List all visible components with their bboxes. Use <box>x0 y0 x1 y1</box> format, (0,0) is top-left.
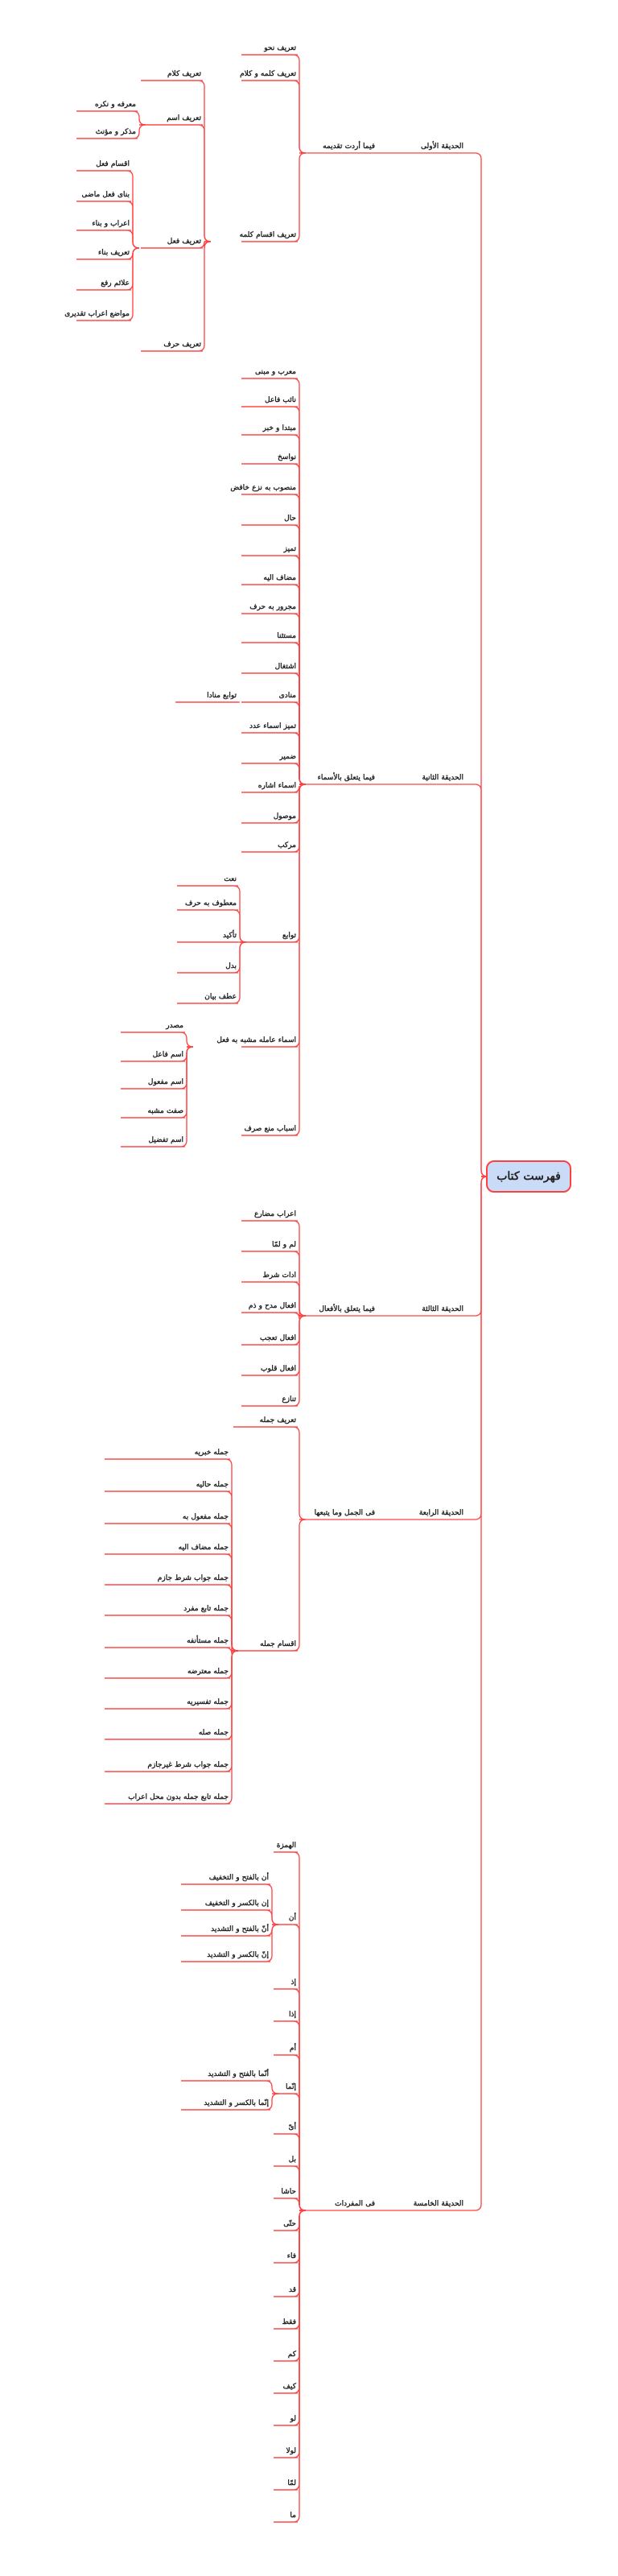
s3-item-6[interactable]: تنازع <box>282 1396 296 1404</box>
s1-verb-5[interactable]: مواضع اعراب تقدیری <box>64 310 130 318</box>
connector-line <box>241 784 306 942</box>
connector-line <box>241 494 306 784</box>
s2-operative-2[interactable]: اسم مفعول <box>147 1078 183 1086</box>
connector-line <box>241 153 306 242</box>
s4-item-1[interactable]: اقسام جمله <box>260 1640 296 1648</box>
connector-line <box>241 733 306 784</box>
s4-type-9[interactable]: جمله صله <box>198 1729 229 1737</box>
connector-line <box>105 1651 238 1739</box>
s4-type-2[interactable]: جمله مفعول به <box>182 1513 229 1521</box>
s2-item-4[interactable]: منصوب به نزع خافض <box>230 484 296 492</box>
s2-vocative-sub[interactable]: توابع منادا <box>207 692 237 700</box>
s5-item-5[interactable]: إنّما <box>286 2083 296 2091</box>
s2-item-13[interactable]: ضمیر <box>279 753 296 761</box>
connector-line <box>465 1176 488 1520</box>
s2-item-17[interactable]: توابع <box>282 932 296 940</box>
s2-item-10[interactable]: اشتغال <box>274 663 296 671</box>
s2-follower-3[interactable]: بدل <box>225 962 237 970</box>
s2-item-19[interactable]: اسباب منع صرف <box>244 1125 296 1133</box>
s2-follower-1[interactable]: معطوف به حرف <box>185 899 237 908</box>
s4-type-8[interactable]: جمله تفسیریه <box>187 1698 229 1706</box>
s2-item-18[interactable]: اسماء عامله مشبه به فعل <box>216 1036 296 1044</box>
s2-operative-3[interactable]: صفت مشبه <box>147 1107 183 1115</box>
connector-line <box>241 556 306 784</box>
s4-type-6[interactable]: جمله مستأنفه <box>187 1637 229 1645</box>
section-s1-sub[interactable]: فیما أردت تقدیمه <box>323 143 375 151</box>
s5-item-6[interactable]: أیّ <box>288 2123 296 2132</box>
s2-item-9[interactable]: مستثنا <box>277 632 296 640</box>
connector-line <box>241 784 306 1135</box>
s2-item-8[interactable]: مجرور به حرف <box>249 603 296 611</box>
s5-an-2[interactable]: أنّ بالفتح و التشدید <box>211 1925 269 1933</box>
s5-item-17[interactable]: لمّا <box>287 2479 296 2487</box>
section-s4-sub[interactable]: فی الجمل وما یتبعها <box>314 1509 375 1517</box>
s2-follower-0[interactable]: نعت <box>224 875 237 883</box>
connector-line <box>76 230 139 248</box>
s2-operative-0[interactable]: مصدر <box>166 1022 183 1030</box>
s3-item-3[interactable]: افعال مدح و ذم <box>248 1302 296 1310</box>
s2-item-12[interactable]: تمیز اسماء عدد <box>249 722 296 730</box>
section-s5-label[interactable]: الحدیقة الخامسة <box>413 2200 464 2208</box>
connector-line <box>241 81 306 153</box>
connector-line <box>241 702 306 784</box>
section-s1-label[interactable]: الحدیقة الأولی <box>420 143 464 151</box>
section-s3-sub[interactable]: فیما یتعلق بالأفعال <box>319 1305 375 1313</box>
connector-line <box>141 125 211 242</box>
s2-item-16[interactable]: مرکب <box>278 841 296 850</box>
connector-line <box>274 2198 306 2210</box>
s4-type-4[interactable]: جمله جواب شرط جازم <box>157 1574 229 1582</box>
s5-item-7[interactable]: بل <box>288 2156 296 2164</box>
s5-an-1[interactable]: إن بالکسر و التخفیف <box>204 1900 269 1908</box>
connector-line <box>274 1925 306 2210</box>
s5-item-0[interactable]: الهمزة <box>276 1842 296 1850</box>
s5-item-2[interactable]: إذ <box>290 1979 296 1987</box>
s5-an-0[interactable]: أن بالفتح و التخفیف <box>208 1874 269 1882</box>
s2-item-0[interactable]: معرب و مبنی <box>255 368 296 376</box>
s5-item-9[interactable]: حتّی <box>283 2220 296 2228</box>
connector-line <box>76 111 146 125</box>
s1-noun-0[interactable]: معرفه و نکره <box>94 101 136 109</box>
connector-line <box>241 1316 306 1406</box>
s2-follower-2[interactable]: تأکید <box>223 932 237 940</box>
s4-type-3[interactable]: جمله مضاف الیه <box>178 1544 229 1552</box>
s3-item-4[interactable]: افعال تعجب <box>259 1334 296 1342</box>
s3-item-2[interactable]: ادات شرط <box>262 1271 296 1280</box>
s1-verb-2[interactable]: اعراب و بناء <box>92 220 130 228</box>
s2-item-6[interactable]: تمیز <box>283 545 296 553</box>
s5-item-14[interactable]: کیف <box>282 2383 296 2391</box>
s1-word-1[interactable]: تعریف اسم <box>167 114 201 122</box>
s2-item-2[interactable]: مبتدا و خبر <box>262 424 296 432</box>
s2-item-14[interactable]: اسماء اشاره <box>258 782 296 790</box>
connector-line <box>465 1176 488 2210</box>
s2-operative-4[interactable]: اسم تفضیل <box>148 1136 183 1144</box>
s4-type-5[interactable]: جمله تابع مفرد <box>183 1605 229 1613</box>
s2-follower-4[interactable]: عطف بیان <box>204 993 237 1001</box>
section-s5-sub[interactable]: فی المفردات <box>335 2200 375 2208</box>
s4-type-1[interactable]: جمله حالیه <box>196 1481 229 1489</box>
s1-noun-1[interactable]: مذکر و مؤنث <box>95 128 136 136</box>
s5-item-8[interactable]: حاشا <box>281 2188 296 2196</box>
s2-item-5[interactable]: حال <box>284 515 296 523</box>
s1-verb-1[interactable]: بنای فعل ماضی <box>81 191 130 199</box>
section-s3-label[interactable]: الحدیقة الثالثة <box>422 1305 464 1313</box>
s2-item-1[interactable]: نائب فاعل <box>265 396 296 404</box>
s5-item-1[interactable]: أن <box>288 1914 296 1922</box>
s5-innama-1[interactable]: إنّما بالکسر و التشدید <box>204 2099 269 2107</box>
s4-type-0[interactable]: جمله خبریه <box>194 1449 229 1457</box>
s1-word-3[interactable]: تعریف حرف <box>163 341 201 349</box>
s1-item-1[interactable]: تعریف کلمه و کلام <box>240 70 296 78</box>
s3-item-5[interactable]: افعال قلوب <box>261 1365 296 1373</box>
s1-item-0[interactable]: تعریف نحو <box>264 44 296 52</box>
connector-line <box>181 2081 278 2094</box>
s4-type-11[interactable]: جمله تابع جمله بدون محل اعراب <box>128 1793 229 1801</box>
s1-word-2[interactable]: تعریف فعل <box>167 238 201 246</box>
connector-line <box>105 1554 238 1651</box>
connector-line <box>274 2210 306 2393</box>
s1-verb-4[interactable]: علائم رفع <box>101 279 130 287</box>
connector-line <box>241 784 306 1047</box>
connector-line <box>141 242 211 351</box>
s1-verb-3[interactable]: تعریف بناء <box>98 249 130 257</box>
connector-line <box>465 153 488 1176</box>
s5-item-16[interactable]: لولا <box>286 2447 296 2455</box>
s2-item-15[interactable]: موصول <box>273 812 296 821</box>
section-s2-sub[interactable]: فیما یتعلق بالأسماء <box>317 774 375 782</box>
s2-item-3[interactable]: نواسخ <box>277 453 296 461</box>
s5-item-13[interactable]: کم <box>287 2351 296 2359</box>
connector-line <box>233 1427 306 1520</box>
root-node[interactable]: فهرست کتاب <box>486 1160 571 1193</box>
connector-line <box>465 784 488 1176</box>
s5-item-11[interactable]: قد <box>288 2286 296 2294</box>
connector-line <box>76 171 139 248</box>
connector-line <box>241 525 306 784</box>
s5-item-18[interactable]: ما <box>290 2512 296 2520</box>
connector-line <box>105 1524 238 1651</box>
connector-line <box>465 1176 488 1316</box>
s4-type-10[interactable]: جمله جواب شرط غیرجازم <box>147 1761 229 1769</box>
connector-line <box>274 1989 306 2210</box>
s2-item-7[interactable]: مضاف الیه <box>263 574 296 582</box>
connector-line <box>181 1910 278 1925</box>
connector-line <box>141 81 211 242</box>
s4-item-0[interactable]: تعریف جمله <box>259 1416 296 1424</box>
s3-item-1[interactable]: لم و لمّا <box>271 1241 296 1249</box>
connector-line <box>121 1032 193 1047</box>
s2-operative-1[interactable]: اسم فاعل <box>152 1051 183 1059</box>
s5-innama-0[interactable]: أنّما بالفتح و التشدید <box>208 2070 269 2078</box>
s5-item-4[interactable]: أم <box>289 2045 296 2053</box>
s2-item-11[interactable]: منادی <box>278 692 296 700</box>
s1-verb-0[interactable]: اقسام فعل <box>96 160 130 168</box>
connector-line <box>274 2134 306 2210</box>
s5-item-10[interactable]: فاء <box>286 2252 296 2260</box>
s5-item-12[interactable]: فقط <box>282 2318 296 2326</box>
s1-item-2[interactable]: تعریف اقسام کلمه <box>239 231 296 239</box>
s5-an-3[interactable]: إنّ بالکسر و التشدید <box>207 1951 269 1959</box>
connector-line <box>241 464 306 784</box>
s1-word-0[interactable]: تعریف کلام <box>167 70 201 78</box>
s5-item-15[interactable]: لو <box>290 2415 296 2423</box>
section-s4-label[interactable]: الحدیقة الرابعة <box>418 1509 464 1517</box>
s5-item-3[interactable]: إذا <box>288 2011 296 2019</box>
connector-line <box>233 1520 306 1651</box>
section-s2-label[interactable]: الحدیقة الثانیة <box>422 774 464 782</box>
s4-type-7[interactable]: جمله معترضه <box>187 1668 229 1676</box>
connector-line <box>241 614 306 784</box>
s3-item-0[interactable]: اعراب مضارع <box>253 1210 296 1218</box>
